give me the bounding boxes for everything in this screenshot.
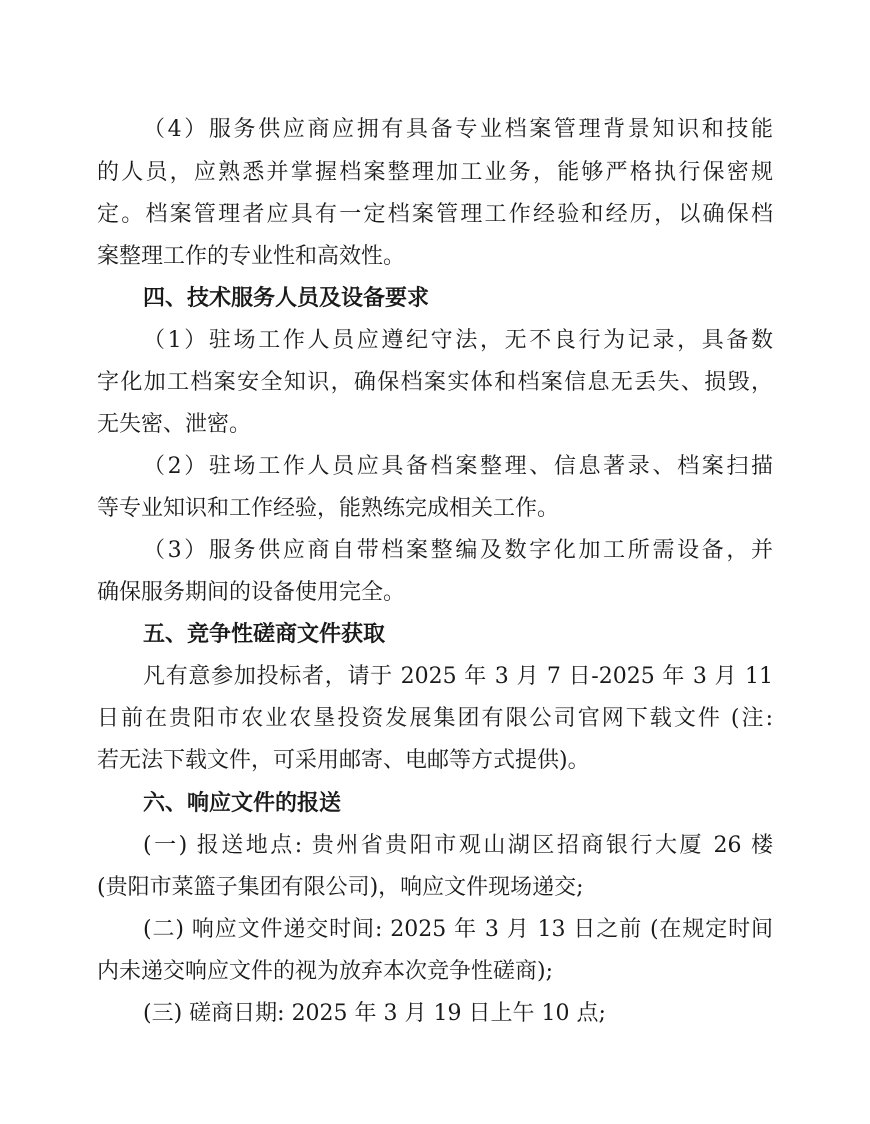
paragraph-line: （1）驻场工作人员应遵纪守法，无不良行为记录，具备数 [143,328,773,353]
paragraph-line: 的人员，应熟悉并掌握档案整理加工业务，能够严格执行保密规 [97,160,773,185]
paragraph-line: 定。档案管理者应具有一定档案管理工作经验和经历，以确保档 [97,202,773,227]
paragraph-line: (一) 报送地点: 贵州省贵阳市观山湖区招商银行大厦 26 楼 [143,833,773,858]
paragraph-line: （3）服务供应商自带档案整编及数字化加工所需设备，并 [143,538,773,563]
paragraph-line: 确保服务期间的设备使用完全。 [97,580,406,605]
paragraph-line: 案整理工作的专业性和高效性。 [97,244,406,269]
section-heading: 五、竞争性磋商文件获取 [143,622,386,647]
paragraph-line: 日前在贵阳市农业农垦投资发展集团有限公司官网下载文件 (注: [97,706,773,731]
paragraph-line: (贵阳市菜篮子集团有限公司)，响应文件现场递交; [97,875,584,900]
paragraph-line: （4）服务供应商应拥有具备专业档案管理背景知识和技能 [143,117,773,142]
section-heading: 四、技术服务人员及设备要求 [143,286,430,311]
paragraph-line: 若无法下载文件，可采用邮寄、电邮等方式提供)。 [97,748,590,773]
paragraph-line: (三) 磋商日期: 2025 年 3 月 19 日上午 10 点; [143,1001,606,1026]
paragraph-line: 字化加工档案安全知识，确保档案实体和档案信息无丢失、损毁， [97,370,773,395]
paragraph-line: （2）驻场工作人员应具备档案整理、信息著录、档案扫描 [143,454,773,479]
paragraph-line: 等专业知识和工作经验，能熟练完成相关工作。 [97,496,560,521]
paragraph-line: 无失密、泄密。 [97,412,252,437]
paragraph-line: 内未递交响应文件的视为放弃本次竞争性磋商); [97,959,553,984]
paragraph-line: (二) 响应文件递交时间: 2025 年 3 月 13 日之前 (在规定时间 [143,917,773,942]
paragraph-line: 凡有意参加投标者，请于 2025 年 3 月 7 日-2025 年 3 月 11 [143,664,773,689]
section-heading: 六、响应文件的报送 [143,791,342,816]
